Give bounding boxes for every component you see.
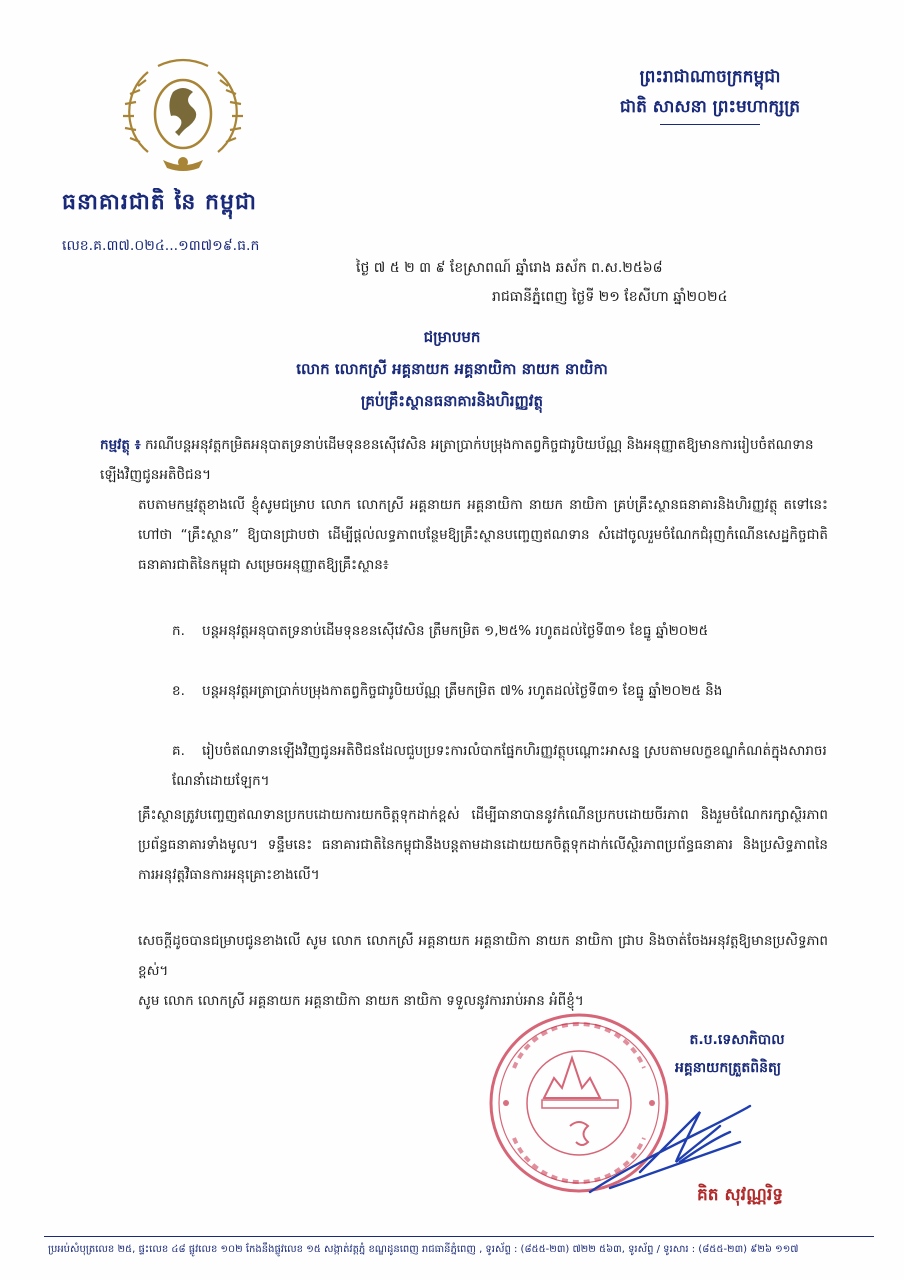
list-item-b [172,676,828,706]
footer-address: ប្រអប់សំបុត្រលេខ ២៥, ផ្ទះលេខ ៤៨ ផ្លូវលេខ ១០២ កែងនឹងផ្លូវលេខ ១៥ សង្កាត់វត្តភ្នំ ខណ្ឌដូនពេញ រាជធានីភ្នំពេញ , ទូរស័ព្ទ : (៨៥៥-២៣) ៧២២ ៥៦៣, ទូរស័ព្ទ / ទូរសារ : (៨៥៥-២៣) ៩២៦ ១១៧ [48,1244,799,1255]
footer-divider [44,1236,874,1237]
national-bank-emblem-icon [118,52,248,182]
national-motto: ជាតិ សាសនា ព្រះមហាក្សត្រ [619,97,801,117]
signer-name: គិត សុវណ្ណរិទ្ធ [696,1185,784,1205]
bank-name: ធនាគារជាតិ នៃ កម្ពុជា [62,190,257,215]
list-item-text: បន្តអនុវត្តអត្រាប្រាក់បម្រុងកាតព្វកិច្ចជារូបិយប័ណ្ណ ត្រឹមកម្រិត ៧% រហូតដល់ថ្ងៃទី៣១ ខែធ្នូ ឆ្នាំ២០២៥ និង [202,683,723,699]
addressee-institutions: គ្រប់គ្រឹះស្ថានធនាគារនិងហិរញ្ញវត្ថុ [360,392,544,410]
list-item-text: បន្តអនុវត្តអនុបាតទ្រនាប់ដើមទុនខនស៊ើវេសិន ត្រឹមកម្រិត ១,២៥% រហូតដល់ថ្ងៃទី៣១ ខែធ្នូ ឆ្នាំ២០២៥ [202,623,709,639]
subject-label: កម្មវត្ថុ ៖ [100,437,141,453]
signature-title: ត.ប.ទេសាភិបាល [689,1032,785,1048]
addressee-titles: លោក លោកស្រី អគ្គនាយក អគ្គនាយិកា នាយក នាយិកា [296,360,608,378]
subject-text: ករណីបន្តអនុវត្តកម្រិតអនុបាតទ្រនាប់ដើមទុនខនស៊ើវេសិន អត្រាប្រាក់បម្រុងកាតព្វកិច្ចជារូបិយប័ណ្ណ និងអនុញ្ញាតឱ្យមានការរៀបចំឥណទានឡើងវិញជូនអតិថិជន។ [100,437,814,483]
lunar-date: ថ្ងៃ ៧ ៥ ២ ៣ ៩ ខែស្រាពណ៍ ឆ្នាំរោង ឆស័ក ព.ស.២៥៦៨ [356,260,663,276]
salutation-label: ជម្រាបមក [423,328,481,346]
list-item-text: រៀបចំឥណទានឡើងវិញជូនអតិថិជនដែលជួបប្រទះការលំបាកផ្នែកហិរញ្ញវត្ថុបណ្តោះអាសន្ន ស្របតាមលក្ខខណ្ឌកំណត់ក្នុងសារាចរណែនាំដោយឡែក។ [172,743,827,789]
list-marker: គ. [172,743,185,759]
body-paragraph-2: គ្រឹះស្ថានត្រូវបញ្ចេញឥណទានប្រកបដោយការយកចិត្តទុកដាក់ខ្ពស់ ដើម្បីធានាបាននូវកំណើនប្រកបដោយចីរភាព និងរួមចំណែករក្សាស្ថិរភាពប្រព័ន្ធធនាគារទាំងមូល។ ទន្ទឹមនេះ ធនាគារជាតិនៃកម្ពុជានឹងបន្តតាមដានដោយយកចិត្តទុកដាក់លើស្ថិរភាពប្រព័ន្ធធនាគារ និងប្រសិទ្ធភាពនៃការអនុវត្តវិធានការអនុគ្រោះខាងលើ។ [138,807,828,883]
list-item-c [172,736,828,796]
signature-role: អគ្គនាយកត្រួតពិនិត្យ [674,1060,782,1076]
closing-paragraph: សូម លោក លោកស្រី អគ្គនាយក អគ្គនាយិកា នាយក នាយិកា ទទួលនូវការរាប់អាន អំពីខ្ញុំ។ [138,993,584,1009]
reference-number: លេខ.គ.៣៧.០២៤...១៣៧១៩.ធ.ក [62,238,260,254]
list-marker: ក. [172,623,185,639]
body-paragraph-3: សេចក្តីដូចបានជម្រាបជូនខាងលើ សូម លោក លោកស្រី អគ្គនាយក អគ្គនាយិកា នាយក នាយិកា ជ្រាប និងចាត់ចែងអនុវត្តឱ្យមានប្រសិទ្ធភាពខ្ពស់។ [138,933,828,979]
solar-date: រាជធានីភ្នំពេញ ថ្ងៃទី ២១ ខែសីហា ឆ្នាំ២០២៤ [492,289,728,305]
kingdom-title: ព្រះរាជាណាចក្រកម្ពុជា [639,67,781,87]
motto-divider [660,124,760,125]
list-marker: ខ. [172,683,185,699]
body-paragraph-1: តបតាមកម្មវត្ថុខាងលើ ខ្ញុំសូមជម្រាប លោក លោកស្រី អគ្គនាយក អគ្គនាយិកា នាយក នាយិកា គ្រប់គ្រឹះស្ថានធនាគារនិងហិរញ្ញវត្ថុ តទៅនេះហៅថា “គ្រឹះស្ថាន” ឱ្យបានជ្រាបថា ដើម្បីផ្តល់លទ្ធភាពបន្ថែមឱ្យគ្រឹះស្ថានបញ្ចេញឥណទាន សំដៅចូលរួមចំណែកជំរុញកំណើនសេដ្ឋកិច្ចជាតិ ធនាគារជាតិនៃកម្ពុជា សម្រេចអនុញ្ញាតឱ្យគ្រឹះស្ថាន៖ [138,497,828,573]
list-item-a [172,616,828,646]
subject-line [100,430,820,490]
